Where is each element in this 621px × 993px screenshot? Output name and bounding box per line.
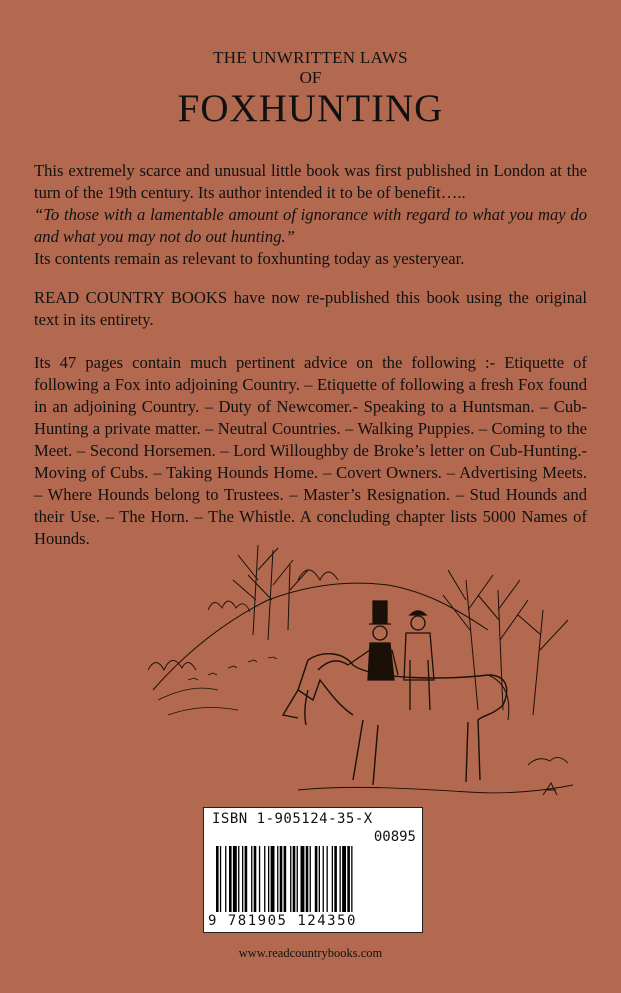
blurb-contents: Its 47 pages contain much pertinent advice on the following :- Etiquette of following a Fox into adjoining Country. – Etiquette of following a fresh Fox found in an adjoining Country. – Duty of Newcomer.- Speaking to a Huntsman. – Cub-Hunting a private matter. – Neutral Countries. – Walking Puppies. – Coming to the Meet. – Second Horsemen. – Lord Willoughby de Broke’s letter on Cub-Hunting.- Moving of Cubs. – Taking Hounds Home. – Covert Owners. – Advertising Meets. – Where Hounds belong to Trustees. – Master’s Resignation. – Stud Hounds and their Use. – The Horn. – The Whistle. A concluding chapter lists 5000 Names of Hounds. xyxy=(34,353,587,548)
book-title: FOXHUNTING xyxy=(177,87,444,130)
barcode-digits: 9 781905 124350 xyxy=(208,913,357,929)
title-top: THE UNWRITTEN LAWS xyxy=(213,48,408,67)
website-url: www.readcountrybooks.com xyxy=(238,946,383,960)
blurb-intro-closing: Its contents remain as relevant to foxhunting today as yesteryear. xyxy=(34,249,465,268)
blurb-intro xyxy=(34,160,587,270)
blurb-intro-text: This extremely scarce and unusual little book was first published in London at the turn of the 19th century. Its author intended it to be of benefit….. xyxy=(34,161,587,202)
price-code: 00895 xyxy=(373,829,416,845)
title-of: OF xyxy=(299,68,322,87)
blurb-quote: “To those with a lamentable amount of ignorance with regard to what you may do and what you may not do out hunting.” xyxy=(34,205,587,246)
barcode xyxy=(203,807,423,933)
hunting-illustration xyxy=(148,540,578,810)
blurb-republished: READ COUNTRY BOOKS have now re-published this book using the original text in its entirety. xyxy=(34,288,587,329)
isbn-label: ISBN 1-905124-35-X xyxy=(212,811,373,827)
barcode-bars xyxy=(216,846,410,912)
